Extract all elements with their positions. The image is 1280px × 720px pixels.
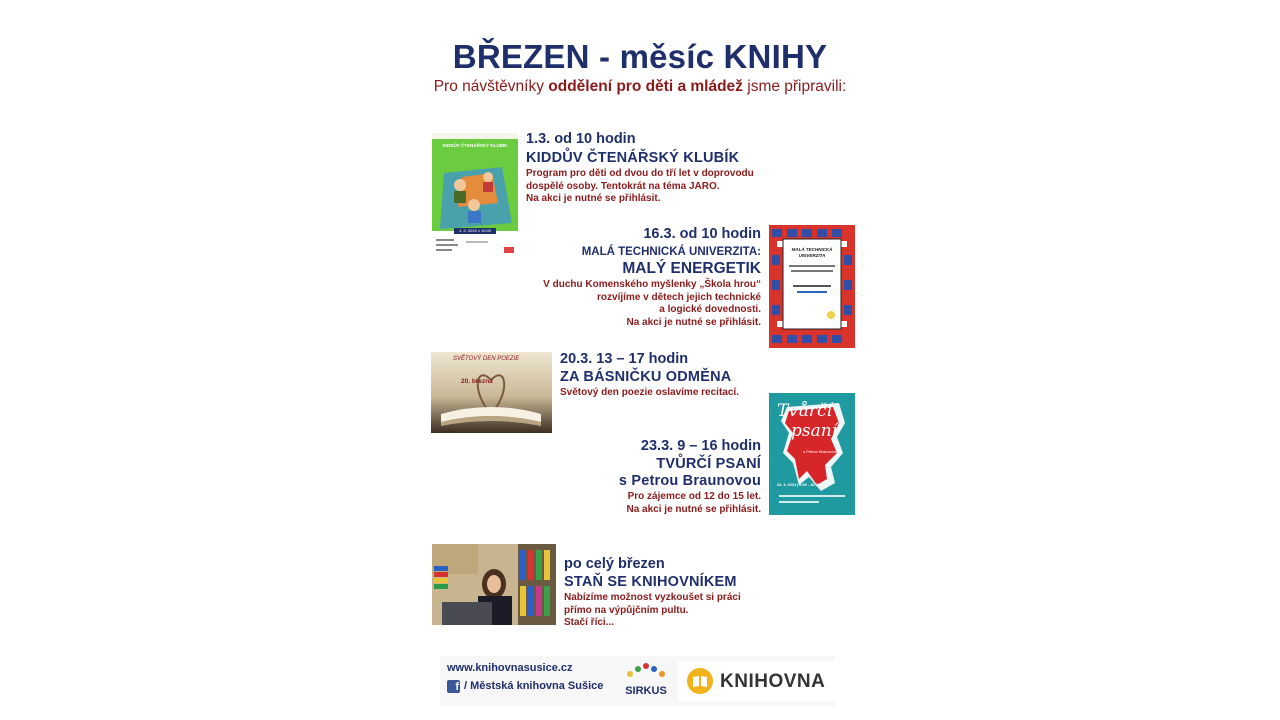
page-subtitle: Pro návštěvníky oddělení pro děti a mládež jsme připravili: — [433, 78, 847, 95]
event-desc-line: Pro zájemce od 12 do 15 let. — [627, 491, 761, 502]
knihovna-logo — [678, 661, 835, 701]
event-desc-line: Nabízíme možnost vyzkoušet si práci — [564, 592, 741, 603]
event-desc-line: Světový den poezie oslavíme recitací. — [560, 387, 739, 398]
poezie-poster-date: 20. března — [461, 378, 493, 385]
book-icon — [687, 668, 713, 694]
event-desc-line: Na akci je nutné se přihlásit. — [626, 316, 761, 328]
sirkus-logo — [622, 660, 670, 702]
footer — [440, 656, 835, 706]
event-desc-line: Na akci je nutné se přihlásit. — [626, 503, 761, 515]
event-name: KIDDŮV ČTENÁŘSKÝ KLUBÍK — [526, 150, 740, 166]
event-desc-line: V duchu Komenského myšlenky „Škola hrou“ — [543, 279, 761, 290]
knihovnik-photo-illustration — [432, 544, 556, 625]
psani-poster-line1: Tvůrčí — [777, 401, 832, 421]
poezie-poster — [431, 352, 552, 433]
event-date: 1.3. od 10 hodin — [526, 131, 636, 147]
event-name-sub: s Petrou Braunovou — [618, 473, 761, 489]
sirkus-label: SIRKUS — [625, 685, 667, 697]
knihovna-label: KNIHOVNA — [720, 671, 826, 692]
energetik-poster-title: MALÁ TECHNICKÁ UNIVERZITA — [791, 247, 833, 258]
facebook-icon: f — [447, 680, 460, 693]
event-3 — [560, 351, 739, 400]
klubik-poster-header: KIDDŮV ČTENÁŘSKÝ KLUBÍK — [442, 143, 508, 148]
event-name-small: MALÁ TECHNICKÁ UNIVERZITA: — [581, 246, 761, 258]
psani-poster-sub: s Petrou Braunovou — [803, 449, 839, 454]
event-5 — [564, 556, 741, 630]
klubik-poster-date: 1. 3. 2024 v 10:00 — [458, 228, 492, 233]
poezie-poster-title: SVĚTOVÝ DEN POEZIE — [453, 356, 520, 362]
event-desc-line: Stačí říci... — [564, 617, 615, 628]
event-4 — [480, 438, 761, 516]
event-desc-line: dospělé osoby. Tentokrát na téma JARO. — [526, 180, 720, 192]
event-date: 23.3. 9 – 16 hodin — [640, 438, 761, 454]
event-date: 20.3. 13 – 17 hodin — [560, 351, 689, 367]
poezie-poster-illustration — [431, 352, 552, 433]
event-name: TVŮRČÍ PSANÍ — [656, 456, 761, 472]
event-name: MALÝ ENERGETIK — [622, 260, 761, 277]
event-date: 16.3. od 10 hodin — [643, 226, 761, 242]
facebook-link[interactable]: / Městská knihovna Sušice — [464, 680, 604, 692]
energetik-poster-illustration — [769, 225, 855, 348]
event-desc-line: Na akci je nutné se přihlásit. — [526, 193, 661, 204]
event-name: ZA BÁSNIČKU ODMĚNA — [560, 369, 732, 385]
website-link[interactable]: www.knihovnasusice.cz — [447, 662, 573, 674]
event-date: po celý březen — [564, 556, 665, 572]
event-desc-line: přímo na výpůjčním pultu. — [564, 604, 689, 616]
event-desc-line: Program pro děti od dvou do tří let v doprovodu — [526, 168, 754, 179]
psani-poster-date: 23. 3. 2024 | 9:00 - 16:00 — [777, 483, 820, 487]
book-icon-glyph — [687, 668, 713, 694]
event-desc-line: a logické dovednosti. — [659, 304, 761, 315]
psani-poster-line2: psaní — [791, 421, 838, 441]
sirkus-icon — [622, 660, 670, 682]
event-2 — [480, 226, 761, 329]
event-1 — [526, 131, 754, 206]
psani-poster — [769, 393, 855, 515]
page-title: BŘEZEN - měsíc KNIHY — [452, 38, 828, 75]
event-name: STAŇ SE KNIHOVNÍKEM — [564, 574, 737, 590]
knihovnik-photo — [432, 544, 556, 625]
energetik-poster — [769, 225, 855, 348]
event-desc-line: rozvíjíme v dětech jejich technické — [597, 291, 761, 303]
